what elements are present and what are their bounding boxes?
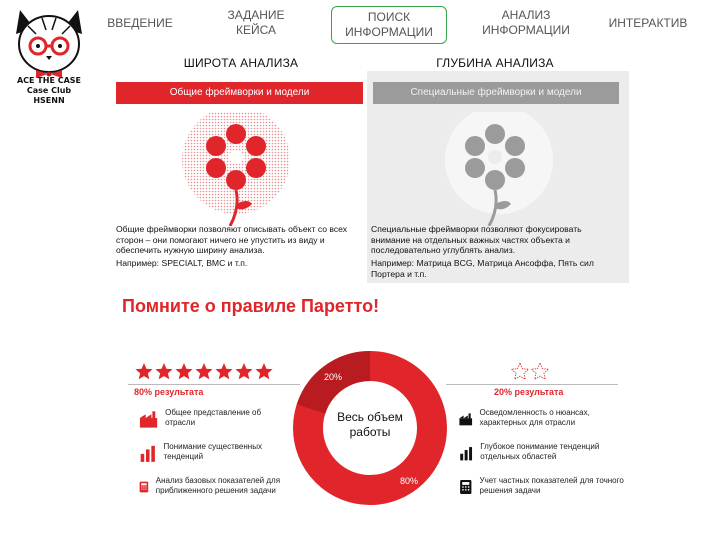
calculator-icon [458, 476, 474, 498]
calculator-icon [138, 476, 150, 498]
special-frameworks-example: Например: Матрица BCG, Матрица Ансоффа, Пять сил Портера и т.п. [371, 258, 594, 279]
right-result-label: 20% результата [494, 387, 564, 397]
bar-chart-icon [458, 442, 474, 464]
stars-right-icon [510, 362, 552, 382]
star-filled-icon [155, 363, 172, 379]
star-filled-icon [215, 363, 232, 379]
nav-item-label: ВВЕДЕНИЕ [107, 16, 173, 30]
general-frameworks-bar: Общие фреймворки и модели [116, 82, 363, 104]
factory-icon [458, 408, 473, 430]
nav-item-case-task[interactable] [220, 8, 292, 40]
right-item-text: Учет частных показателей для точного решения задачи [479, 476, 624, 495]
depth-title: ГЛУБИНА АНАЛИЗА [436, 56, 554, 70]
right-divider-line [446, 384, 618, 385]
stars-left-icon [134, 362, 280, 382]
nav-item-label: ЗАДАНИЕ КЕЙСА [227, 8, 285, 37]
donut-center-label: Весь объем работы [337, 410, 403, 439]
left-item-text: Общее представление об отрасли [165, 408, 262, 427]
special-frameworks-bar: Специальные фреймворки и модели [373, 82, 619, 104]
star-outline-icon [511, 363, 528, 379]
left-items [138, 408, 288, 510]
list-item [138, 408, 288, 442]
right-item-text: Осведомленность о нюансах, характерных для отрасли [479, 408, 590, 427]
logo-text [4, 76, 94, 106]
list-item [138, 442, 288, 476]
nav-item-info-search[interactable] [331, 6, 447, 44]
left-item-text: Понимание существенных тенденций [163, 442, 262, 461]
nav-item-label: АНАЛИЗ ИНФОРМАЦИИ [482, 8, 570, 37]
right-item-text: Глубокое понимание тенденций отдельных областей [480, 442, 600, 461]
cat-logo-icon [8, 4, 90, 78]
list-item [458, 476, 626, 510]
general-frameworks-example: Например: SPECIALT, BMC и т.п. [116, 258, 248, 268]
star-filled-icon [255, 363, 272, 379]
general-frameworks-panel [116, 71, 363, 283]
pareto-title: Помните о правиле Паретто! [122, 296, 380, 316]
general-frameworks-description: Общие фреймворки позволяют описывать объект со всех сторон – они помогают ничего не упустить из виду и обеспечить нужную ширину анализа. [116, 224, 348, 256]
logo-line-1: ACE THE CASE [16, 76, 81, 85]
star-filled-icon [195, 363, 212, 379]
list-item [458, 408, 626, 442]
left-result-label: 80% результата [134, 387, 204, 397]
star-filled-icon [235, 363, 252, 379]
nav-item-info-analysis[interactable] [470, 8, 582, 40]
star-filled-icon [175, 363, 192, 379]
special-frameworks-description: Специальные фреймворки позволяют фокусировать внимание на отдельных важных частях объекта и последовательно углублять анализ. [371, 224, 582, 256]
list-item [458, 442, 626, 476]
nav-item-label: ИНТЕРАКТИВ [608, 16, 688, 30]
logo-line-3: HSENN [33, 96, 65, 105]
left-item-text: Анализ базовых показателей для приближенного решения задачи [155, 476, 281, 495]
right-items [458, 408, 626, 510]
star-filled-icon [135, 363, 152, 379]
slice-large-label: 80% [400, 476, 419, 486]
red-flower-icon [166, 112, 306, 226]
bar-chart-icon [138, 442, 158, 464]
breadth-title: ШИРОТА АНАЛИЗА [183, 56, 299, 70]
nav-item-label: ПОИСК ИНФОРМАЦИИ [345, 10, 433, 39]
grey-flower-icon [425, 112, 565, 226]
factory-icon [138, 408, 159, 430]
special-frameworks-panel [367, 71, 629, 283]
slice-small-label: 20% [324, 372, 343, 382]
left-divider-line [128, 384, 300, 385]
nav-item-intro[interactable] [104, 16, 176, 32]
list-item [138, 476, 288, 510]
nav-item-interactive[interactable] [606, 16, 690, 32]
star-outline-icon [531, 363, 548, 379]
logo-line-2: Case Club [26, 86, 72, 95]
